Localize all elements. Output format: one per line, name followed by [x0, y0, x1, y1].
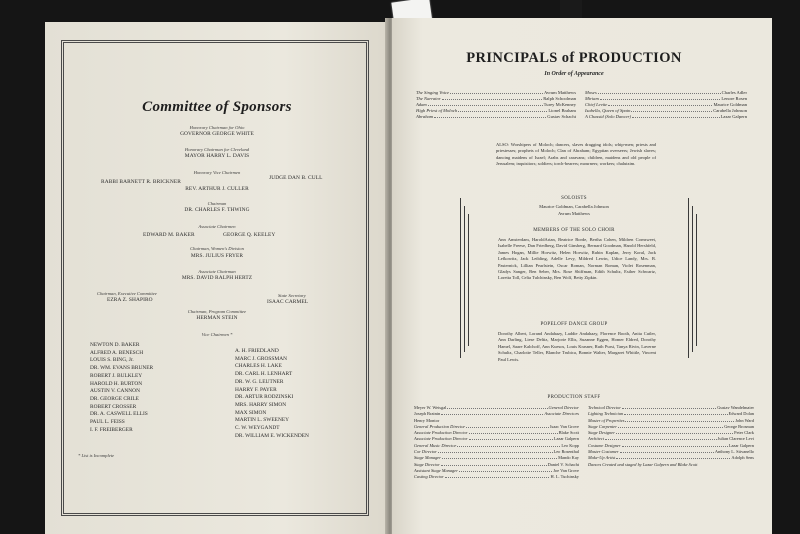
role-label: Vice Chairmen *	[201, 332, 233, 337]
list-item: MRS. HARRY SIMON	[235, 401, 287, 408]
role-label: Chairman, Women's Division	[190, 246, 244, 251]
role-name: JUDGE DAN B. CULL	[269, 175, 323, 181]
role-name: MAYOR HARRY L. DAVIS	[184, 153, 250, 159]
decorative-rule	[688, 198, 689, 358]
staff-row: Master of Properties John Ward	[588, 417, 754, 423]
decorative-rule	[696, 214, 697, 346]
role-name: MRS. DAVID RALPH HERTZ	[181, 275, 253, 281]
list-item: DR. GEORGE CRILE	[90, 395, 139, 402]
list-item: HAROLD H. BURTON	[90, 380, 143, 387]
staff-right-list	[588, 405, 754, 468]
role-name: HERMAN STEIN	[196, 315, 238, 321]
dance-paragraph: Dorothy Albert, Lorand Andahazy, Laddie Andahazy, Florence Booth, Anita Cutler, Ann Darling, Liese Deltiz, Marjorie Ellis, Suzanne Eggen, Homer Eldred, Dorothy Hamel, Saare Kalchoff, Ann Kuesos, Louis Krasner, Ruth Pursi, Tanya Rivin, Laverne Schultz, Charlotte Teller, Blanche Trubica, Bonnie Walter, Margaret Whittle, Vincent Paul Lewis.	[498, 331, 656, 362]
committee-title: Committee of Sponsors	[142, 99, 292, 115]
staff-row: Meyer W. Weisgal General Director	[414, 405, 579, 410]
soloists-line: Maurice Goldman, Carabella Johnson	[539, 204, 609, 209]
role-name: EDWARD M. BAKER	[143, 232, 195, 238]
staff-row: Stage Carpenter George Brosman	[588, 423, 754, 429]
right-page	[392, 18, 772, 534]
cast-row: High Priest of Moloch Lionel Braham	[416, 108, 576, 113]
staff-row: Casting Director H. L. Tuchinsky	[414, 474, 579, 480]
staff-row: Joseph Brainin Associate Directors	[414, 411, 579, 417]
role-name: REV. ARTHUR J. CULLER	[185, 186, 249, 192]
decorative-rule	[692, 206, 693, 352]
list-item: DR. WM. EVANS BRUNER	[90, 365, 154, 372]
staff-row: Associate Production Director Blake Scott	[414, 430, 579, 436]
vice-chairmen-right-list	[235, 348, 309, 440]
role-name: RABBI BARNETT R. BRICKNER	[101, 179, 181, 185]
decorative-rule	[464, 206, 465, 352]
role-label: Honorary Vice Chairmen	[193, 170, 241, 175]
list-item: MARC J. GROSSMAN	[235, 355, 287, 362]
role-name: EZRA Z. SHAPIRO	[107, 297, 153, 303]
staff-row: General Production Director Isaac Van Grove	[414, 423, 579, 429]
staff-row: Associate Production Director Lazar Galpern	[414, 436, 579, 442]
staff-row: Costume Designer Lazar Galpern	[588, 442, 754, 448]
staff-row: Make-Up Artist Adolph Sens	[588, 455, 754, 461]
list-item: ROBERT CROSSER	[90, 403, 137, 410]
list-item: MARTIN L. SWEENEY	[235, 417, 290, 424]
list-item: DR. W. G. LEUTNER	[235, 378, 284, 385]
role-label: Chairman, Program Committee	[187, 309, 247, 314]
list-item: CHARLES H. LAKE	[235, 363, 282, 370]
soloists-header: SOLOISTS	[561, 196, 587, 201]
cast-row: The Narrator Ralph Schoolman	[416, 96, 576, 101]
cast-row: Chief Levite Maurice Goldman	[585, 102, 747, 107]
role-label: Associate Chairman	[198, 269, 236, 274]
decorative-rule	[468, 214, 469, 346]
also-paragraph: ALSO: Worshipers of Moloch; dancers, slaves dragging idols; whip-men; priests and priestesses; prophets of Moloch; Clan of Abraham; Egyptian overseers; Jewish slaves; dancing maidens of Israel; Arabs and caravans; children, maidens and old people of Jerusalem; inquisitors; soldiers; torch-bearers; mourners; workers; chalutzim.	[496, 142, 656, 167]
list-item: DR. WILLIAM E. WICKENDEN	[235, 432, 309, 439]
staff-row: Dances Created and staged by Lazar Galpern and Blake Scott	[588, 461, 698, 467]
vice-chairmen-left-list	[90, 342, 153, 434]
staff-row: Architect Julian Clarence Levi	[588, 436, 754, 442]
cast-left-list	[416, 90, 576, 120]
cast-right-list	[585, 90, 747, 120]
staff-row: Cor Director Leo Rosenthal	[414, 449, 579, 455]
staff-row: Master Costumer Anthony L. Stivanello	[588, 449, 754, 455]
list-item: HARRY F. PAYER	[235, 386, 277, 393]
list-item: AUSTIN V. CANNON	[90, 388, 140, 395]
dance-header: POPELOFF DANCE GROUP	[540, 322, 608, 327]
binder-clip	[560, 0, 582, 20]
role-label: State Secretary	[278, 293, 306, 298]
role-label: Honorary Chairman for Ohio	[189, 125, 245, 130]
staff-left-list	[414, 405, 579, 481]
cast-row: Isabella, Queen of Spain Carabella Johnson	[585, 108, 747, 113]
staff-row: General Music Director Leo Kopp	[414, 442, 579, 448]
list-item: PAUL L. FEISS	[90, 419, 125, 426]
staff-row: Stage Manager Mando Kay	[414, 455, 579, 461]
list-item: DR. CARL H. LENHART	[235, 371, 293, 378]
footnote: * List is Incomplete	[78, 453, 115, 458]
role-label: Associate Chairmen	[198, 224, 236, 229]
role-name: ISAAC CARMEL	[267, 299, 309, 305]
staff-row: Henry Montor	[414, 417, 440, 423]
cast-row: Moses Charles Adler	[585, 90, 747, 95]
list-item: LOUIS S. BING, Jr.	[90, 357, 134, 364]
cast-row: The Singing Voice Avrum Matthews	[416, 90, 576, 95]
list-item: NEWTON D. BAKER	[90, 342, 140, 348]
decorative-rule	[460, 198, 461, 358]
choir-paragraph: Ann Amsterdam, HaroldArian, Beatrice Borde, Bertha Cohen, Mildren Cornsweet, Isabelle Freese, Dan Friedberg, David Ginsberg, Bernard Goodman, Harold Hershfeld, James Hogan, Millie Horwitz, Helen Horwitz, Rubin Kaplan, Jerry Koral, Jack Lefkowitz, Jack Leibling, Adelle Levy, Mildred Lewin, Udice Landy, Mrs. B. Pasternick, Lillian Pearlstein, Oscar Roman, Norman Roman, Violet Rosenman, Gladys Sanger, Ben Seber, Mrs. Rose Shiffman, Edith Schultz, Esther Schwartz, Loretta Toll, Celia Tulchinsky, Ben Wolf, Betty Zipkin.	[498, 237, 656, 281]
staff-row: Stage Designer Peter Clark	[588, 430, 754, 436]
staff-row: Lighting Technician Edward Dolan	[588, 411, 754, 417]
cast-row: Adam Turey McKenney	[416, 102, 576, 107]
list-item: I. F. FREIBERGER	[90, 426, 133, 433]
role-name: GOVERNOR GEORGE WHITE	[180, 131, 254, 137]
left-page	[45, 22, 387, 534]
soloists-line: Avrum Matthews	[558, 211, 590, 216]
cast-row: Miriam Lenore Rosen	[585, 96, 747, 101]
list-item: A. H. FRIEDLAND	[235, 348, 279, 354]
cast-row: Abraham Gustav Schacht	[416, 114, 576, 119]
list-item: DR. A. CASWELL ELLIS	[90, 411, 148, 418]
list-item: ROBERT J. BULKLEY	[90, 372, 143, 379]
list-item: MAX SIMON	[235, 409, 267, 416]
role-name: DR. CHARLES F. THWING	[184, 207, 250, 213]
list-item: ALFRED A. BENESCH	[90, 349, 144, 356]
principals-subtitle: In Order of Appearance	[544, 71, 604, 77]
staff-row: Stage Director Daniel V. Schacht	[414, 461, 579, 467]
role-name: MRS. JULIUS FRYER	[190, 253, 244, 259]
choir-header: MEMBERS OF THE SOLO CHOIR	[533, 228, 615, 233]
list-item: DR. ARTUR RODZINSKI	[235, 394, 294, 401]
staff-row: Assistant Stage Manager Joe Van Grove	[414, 467, 579, 473]
role-name: GEORGE Q. KEELEY	[223, 232, 276, 238]
list-item: C. W. WEYGANDT	[235, 425, 280, 432]
cast-row: A Chassid (Solo Dancer) Lazar Galpern	[585, 114, 747, 119]
staff-row: Technical Director Gustav Wandelmaier	[588, 405, 754, 410]
principals-title: PRINCIPALS of PRODUCTION	[466, 50, 682, 66]
role-label: Honorary Chairman for Cleveland	[184, 147, 250, 152]
role-label: Chairman	[207, 201, 227, 206]
staff-header: PRODUCTION STAFF	[547, 395, 601, 400]
role-label: Chairman, Executive Committee	[97, 291, 157, 296]
